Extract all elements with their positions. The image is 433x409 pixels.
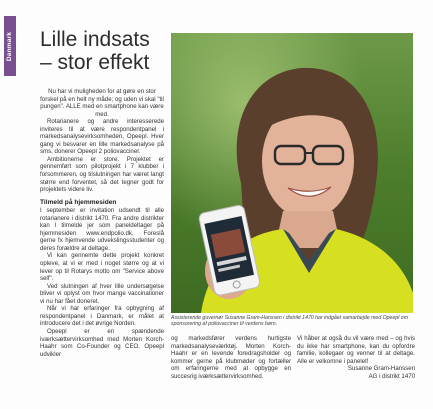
article-column-3: [297, 335, 415, 380]
lead-paragraph: Nu har vi muligheden for at gøre en stor forskel på en helt ny måde; og uden vi skal "til pungen". ALLE med en smartphone kan være med.: [40, 88, 164, 118]
body-paragraph: Vi håber at også du vil være med – og hvis du ikke har smartphone, kan du opfordre familie, kollegaer og venner til at deltage. Alle er velkomne i panelet!: [297, 335, 415, 365]
section-tab: [4, 16, 16, 76]
body-paragraph: og markedsfører verdens hurtigste markedsanalyseværktøj. Morten Korch-Haahr er en levende foredragsholder og kommer gerne på klubmøder og fortæller om erfaringerne med at opbygge en succesrig iværksættervirksomhed.: [171, 335, 291, 380]
article-column-1: [40, 88, 164, 358]
section-tab-label: Danmark: [6, 31, 14, 61]
body-paragraph: Vi kan gennemte dette projekt konkret opleve, at vi er med i noget større og at vi lever op til Rotarys motto om "Service above self".: [40, 252, 164, 283]
body-paragraph: Ved slutningen af hver lille undersøgelse bliver vi oplyst om hvor mange vaccinationer vi nu har fået doneret.: [40, 282, 164, 305]
body-paragraph: Når vi har erfaringer fra opbygning af respondentpanel i Danmark, er målet at introducere det i det øvrige Norden.: [40, 305, 164, 328]
photo-illustration: [171, 33, 413, 313]
body-paragraph: Ambitionerne er store. Projektet er gennemført som pilotprojekt i 7 klubber i forsommeren, og tilslutningen har været langt større end forventet, så det tegner godt for projektets videre liv.: [40, 155, 164, 194]
body-paragraph: Opeepl er en spændende iværksættervirksomhed med Morten Korch-Haahr som Co-Founder og CEO. Opeepl udvikler: [40, 327, 164, 358]
article-column-2: [171, 335, 291, 380]
subheading: Tilmeld på hjemmesiden: [40, 198, 117, 206]
photo-caption: Assisterende guvernør Susanne Gram-Hanssen i distrikt 1470 har indgået samarbejde med Opeepl om sponsorering af poliovacciner til verdens børn.: [171, 315, 409, 328]
signature-role: AG i distrikt 1470: [368, 372, 415, 380]
article-headline: Lille indsats – stor effekt: [40, 28, 150, 74]
body-paragraph: Rotarianere og andre interesserede inviteres til at være respondentpanel i markedsanalysevirksomheden, Opeepl. Hver gang vi besvarer en lille markedsanalyse på sms, donerer Opeepl 2 poliovacciner.: [40, 118, 164, 156]
body-paragraph: I september er invitation udsendt til alle rotarianere i distrikt 1470. Fra andre distrikter kan I tilmelde jer som paneldeltager på hjemmesiden www.endpolio.dk. Foreslå gerne fx hjemvende udvekslingsstudenter og deres forældre at deltage.: [40, 207, 164, 252]
article-photo: [171, 33, 413, 313]
signature-name: Susanne Gram-Hanssen: [347, 365, 415, 373]
